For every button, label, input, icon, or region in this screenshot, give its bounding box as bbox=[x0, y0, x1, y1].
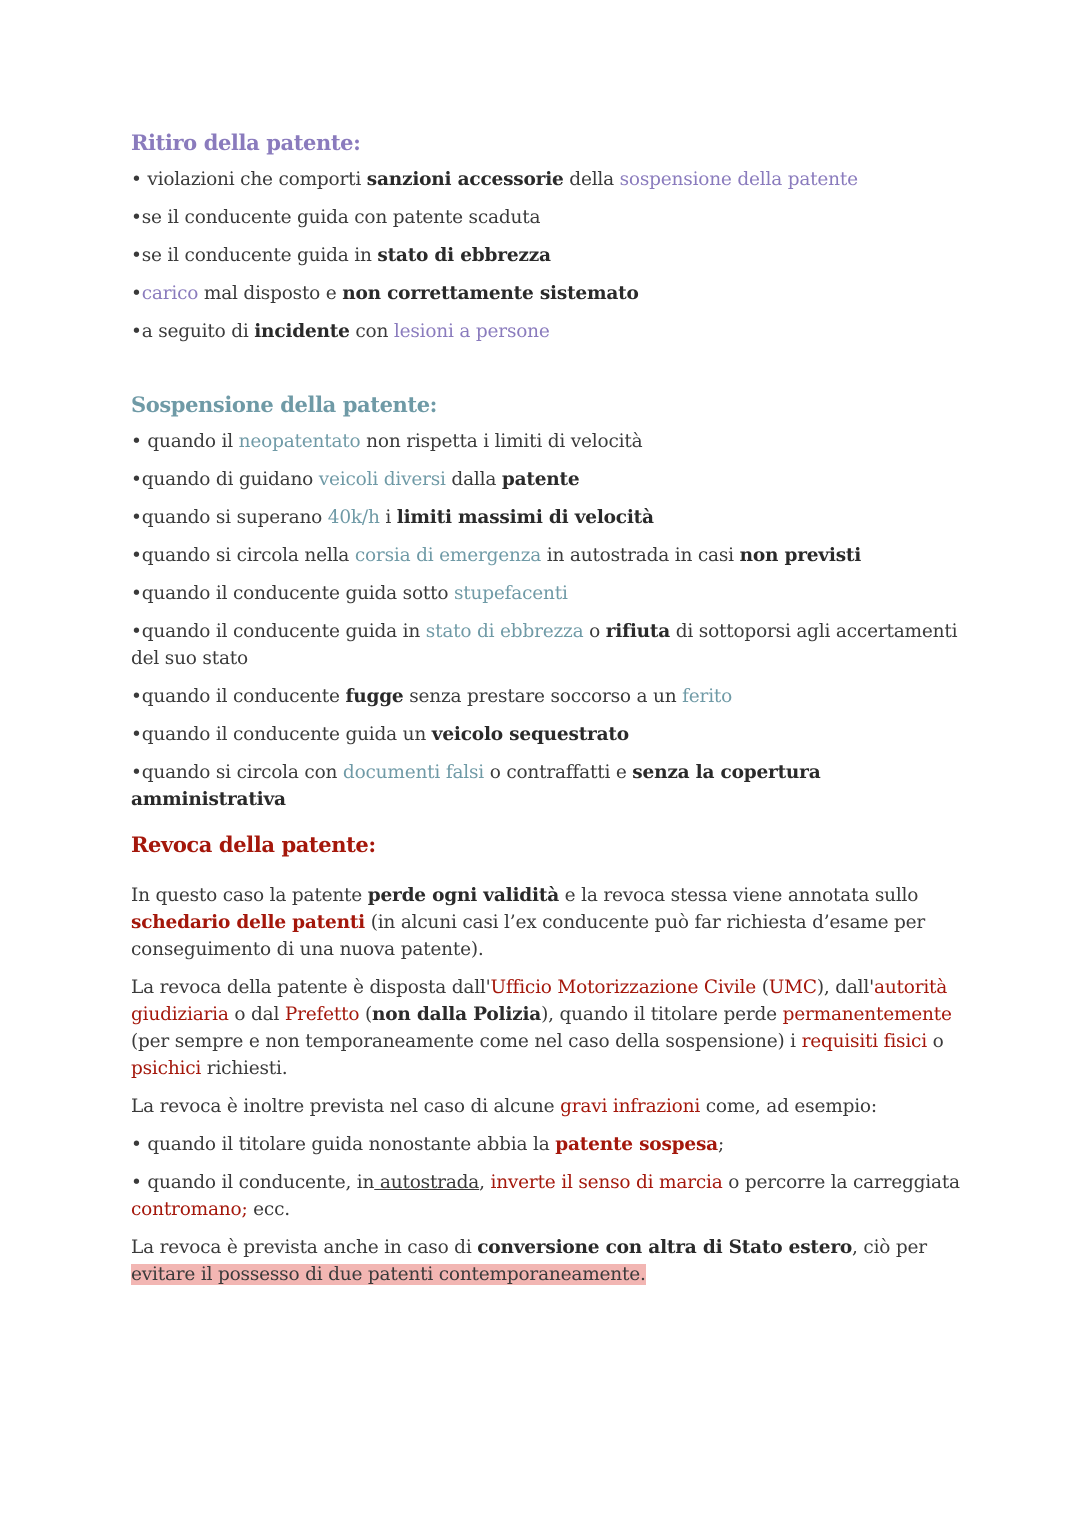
text: dalla bbox=[445, 469, 502, 490]
text-red: requisiti fisici bbox=[801, 1031, 927, 1052]
text-red: Ufficio Motorizzazione Civile bbox=[490, 977, 757, 998]
revoca-paragraph-2 bbox=[131, 974, 961, 1082]
text-red: gravi infrazioni bbox=[560, 1096, 701, 1117]
sosp-item-4 bbox=[131, 542, 961, 569]
text-bold: sanzioni accessorie bbox=[366, 169, 564, 190]
text: o contraffatti e bbox=[484, 762, 633, 783]
sosp-item-2 bbox=[131, 466, 961, 493]
text: mal disposto e bbox=[198, 283, 343, 304]
text: e la revoca stessa viene annotata sullo bbox=[559, 885, 919, 906]
text: •quando si superano bbox=[131, 507, 328, 528]
text: (in alcuni casi l’ex conducente può far richiesta d’esame per conseguimento di una nuova patente). bbox=[131, 912, 926, 960]
text: La revoca è inoltre prevista nel caso di alcune bbox=[131, 1096, 561, 1117]
text-bold: veicolo sequestrato bbox=[431, 724, 629, 745]
text: •quando di guidano bbox=[131, 469, 319, 490]
section-sospensione bbox=[131, 390, 961, 813]
sosp-item-6 bbox=[131, 618, 961, 672]
heading-ritiro: Ritiro della patente: bbox=[131, 130, 361, 155]
text: •quando si circola nella bbox=[131, 545, 355, 566]
text-highlight: corsia di emergenza bbox=[354, 545, 542, 566]
sosp-item-3 bbox=[131, 504, 961, 531]
text: •quando il conducente guida un bbox=[131, 724, 432, 745]
sosp-item-1 bbox=[131, 428, 961, 455]
text-highlight: ferito bbox=[682, 686, 733, 707]
text: ), dall' bbox=[816, 977, 874, 998]
text: ; bbox=[717, 1134, 725, 1155]
ritiro-item-2 bbox=[131, 204, 961, 231]
text: (per sempre e non temporaneamente come nel caso della sospensione) i bbox=[131, 1031, 802, 1052]
revoca-paragraph-1 bbox=[131, 882, 961, 963]
heading-revoca: Revoca della patente: bbox=[131, 832, 376, 857]
heading-sospensione: Sospensione della patente: bbox=[131, 392, 438, 417]
text: di sottoporsi agli accertamenti del suo stato bbox=[131, 621, 958, 669]
text: della bbox=[563, 169, 620, 190]
text: La revoca è prevista anche in caso di bbox=[131, 1237, 478, 1258]
text: o percorre la carreggiata bbox=[722, 1172, 960, 1193]
text: • bbox=[131, 283, 142, 304]
text: •quando si circola con bbox=[131, 762, 343, 783]
text-red: autorità giudiziaria bbox=[131, 977, 948, 1025]
text: ( bbox=[359, 1004, 373, 1025]
text: ( bbox=[756, 977, 769, 998]
text-highlight: neopatentato bbox=[238, 431, 361, 452]
text: senza prestare soccorso a un bbox=[403, 686, 683, 707]
text: o dal bbox=[228, 1004, 285, 1025]
text: ecc. bbox=[247, 1199, 290, 1220]
text: o bbox=[926, 1031, 944, 1052]
text-bold: rifiuta bbox=[605, 621, 671, 642]
ritiro-item-3 bbox=[131, 242, 961, 269]
document-page bbox=[131, 126, 961, 1285]
text-highlight: documenti falsi bbox=[342, 762, 485, 783]
text: i bbox=[379, 507, 397, 528]
text: •quando il conducente bbox=[131, 686, 346, 707]
text-red: contromano; bbox=[131, 1199, 248, 1220]
text-bold: stato di ebbrezza bbox=[377, 245, 551, 266]
text-red: permanentemente bbox=[782, 1004, 952, 1025]
sosp-item-7 bbox=[131, 683, 961, 710]
section-revoca bbox=[131, 830, 961, 1288]
text: •se il conducente guida con patente scaduta bbox=[131, 207, 541, 228]
text: In questo caso la patente bbox=[131, 885, 368, 906]
text: • quando il conducente, in bbox=[131, 1172, 375, 1193]
revoca-bullet-2 bbox=[131, 1169, 961, 1223]
text: •se il conducente guida in bbox=[131, 245, 378, 266]
text-bold: non correttamente sistemato bbox=[342, 283, 639, 304]
text: richiesti. bbox=[201, 1058, 288, 1079]
text: , ciò per bbox=[852, 1237, 927, 1258]
text-bold: limiti massimi di velocità bbox=[396, 507, 654, 528]
text-bold: conversione con altra di Stato estero bbox=[477, 1237, 853, 1258]
text-underlined: autostrada bbox=[374, 1172, 480, 1193]
revoca-bullet-1 bbox=[131, 1131, 961, 1158]
revoca-paragraph-3 bbox=[131, 1093, 961, 1120]
text-bold: non previsti bbox=[739, 545, 862, 566]
text-bold: perde ogni validità bbox=[367, 885, 559, 906]
text-highlighted-marker: evitare il possesso di due patenti contemporaneamente. bbox=[131, 1264, 646, 1285]
text: • quando il titolare guida nonostante abbia la bbox=[131, 1134, 556, 1155]
text-red: psichici bbox=[131, 1058, 202, 1079]
text-highlight: veicoli diversi bbox=[318, 469, 446, 490]
text-highlight: 40k/h bbox=[327, 507, 380, 528]
text-bold: senza la copertura amministrativa bbox=[131, 762, 821, 810]
text-bold-red: schedario delle patenti bbox=[131, 912, 366, 933]
sosp-item-9 bbox=[131, 759, 961, 813]
text-highlight: stupefacenti bbox=[454, 583, 568, 604]
ritiro-item-5 bbox=[131, 318, 961, 345]
text-highlight: sospensione della patente bbox=[619, 169, 858, 190]
text-bold: non dalla Polizia bbox=[372, 1004, 542, 1025]
text-highlight: carico bbox=[141, 283, 199, 304]
text-bold-red: patente sospesa bbox=[555, 1134, 718, 1155]
ritiro-item-1 bbox=[131, 166, 961, 193]
text: •quando il conducente guida in bbox=[131, 621, 426, 642]
text: La revoca della patente è disposta dall' bbox=[131, 977, 491, 998]
text: o bbox=[583, 621, 606, 642]
text-highlight: stato di ebbrezza bbox=[425, 621, 584, 642]
text-highlight: lesioni a persone bbox=[393, 321, 550, 342]
text: non rispetta i limiti di velocità bbox=[360, 431, 643, 452]
text: ), quando il titolare perde bbox=[541, 1004, 783, 1025]
text-red: Prefetto bbox=[284, 1004, 360, 1025]
text: con bbox=[349, 321, 394, 342]
text: , bbox=[479, 1172, 491, 1193]
sosp-item-8 bbox=[131, 721, 961, 748]
text: • quando il bbox=[131, 431, 239, 452]
text-red: inverte il senso di marcia bbox=[490, 1172, 723, 1193]
revoca-paragraph-4 bbox=[131, 1234, 961, 1288]
text: come, ad esempio: bbox=[700, 1096, 877, 1117]
ritiro-item-4 bbox=[131, 280, 961, 307]
text-bold: patente bbox=[501, 469, 580, 490]
text-red: UMC bbox=[768, 977, 817, 998]
text: •quando il conducente guida sotto bbox=[131, 583, 454, 604]
text-bold: fugge bbox=[345, 686, 404, 707]
text: in autostrada in casi bbox=[541, 545, 740, 566]
section-ritiro bbox=[131, 126, 961, 345]
text: •a seguito di bbox=[131, 321, 255, 342]
text-bold: incidente bbox=[254, 321, 350, 342]
text: • violazioni che comporti bbox=[131, 169, 367, 190]
sosp-item-5 bbox=[131, 580, 961, 607]
